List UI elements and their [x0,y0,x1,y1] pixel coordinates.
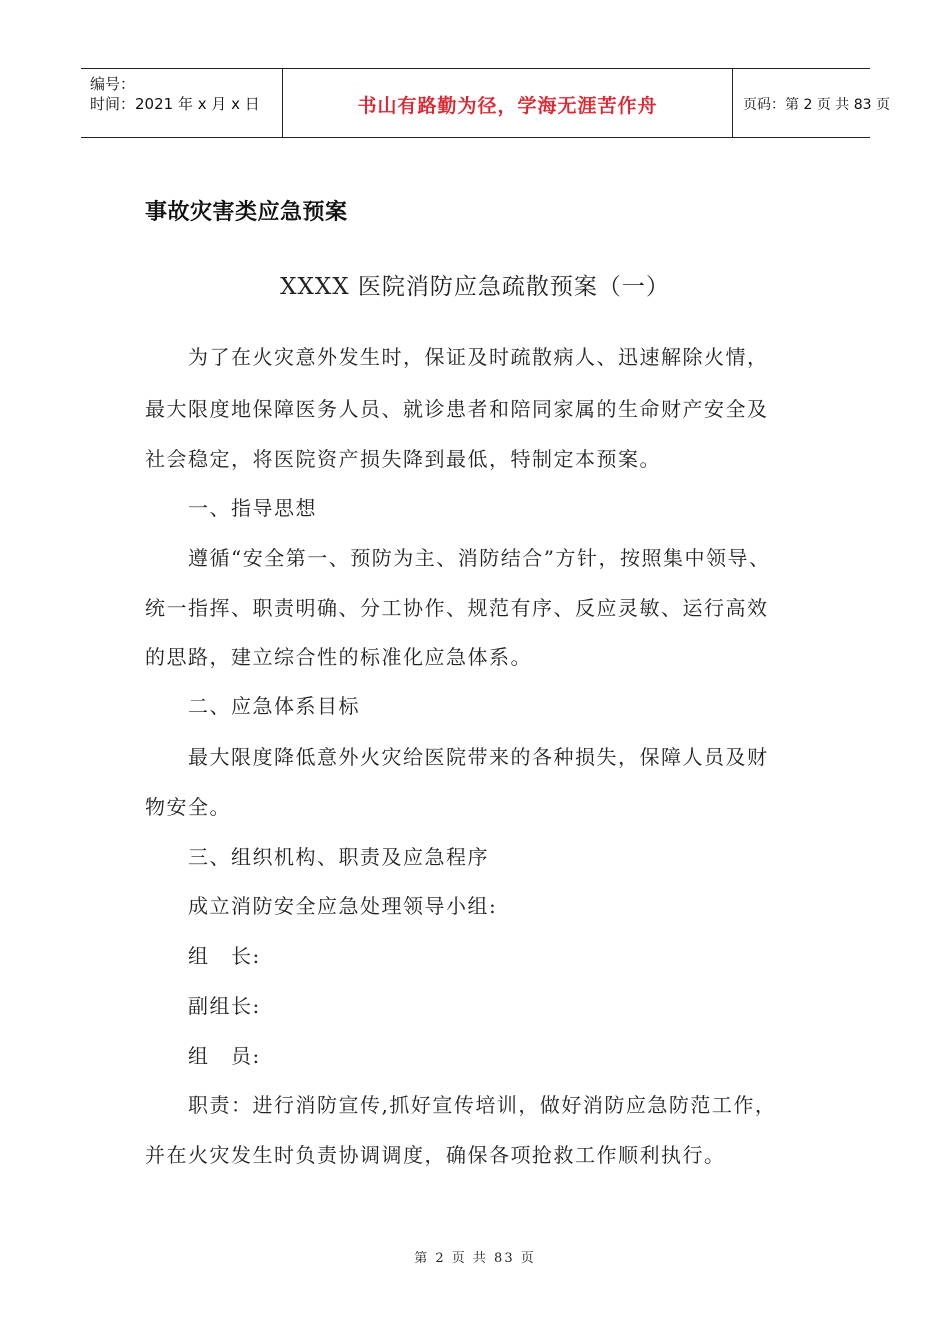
document-number-label: 编号： [90,75,136,93]
body-line: 最大限度降低意外火灾给医院带来的各种损失，保障人员及财 [145,745,769,769]
body-line: 最大限度地保障医务人员、就诊患者和陪同家属的生命财产安全及 [145,397,769,421]
body-line: 职责：进行消防宣传,抓好宣传培训，做好消防应急防范工作， [145,1093,777,1117]
body-line: 的思路，建立综合性的标准化应急体系。 [145,645,532,669]
document-header [81,68,890,138]
header-page-cell [733,69,890,137]
body-line: 遵循“安全第一、预防为主、消防结合”方针，按照集中领导、 [145,546,771,570]
section-heading: 二、应急体系目标 [145,694,360,718]
category-heading: 事故灾害类应急预案 [145,200,348,225]
section-heading: 一、指导思想 [145,496,317,520]
header-motto-cell [283,69,733,137]
section-heading: 三、组织机构、职责及应急程序 [145,845,489,869]
body-line: 统一指挥、职责明确、分工协作、规范有序、反应灵敏、运行高效 [145,596,769,620]
body-line: 物安全。 [145,795,231,819]
body-line: 成立消防安全应急处理领导小组: [145,894,498,918]
document-title: XXXX 医院消防应急疏散预案（一） [280,274,670,300]
body-line: 为了在火灾意外发生时，保证及时疏散病人、迅速解除火情， [145,345,769,369]
body-line: 并在火灾发生时负责协调调度，确保各项抢救工作顺利执行。 [145,1143,726,1167]
role-deputy-line: 副组长: [145,994,261,1018]
document-date-label: 时间：2021 年 x 月 x 日 [90,95,260,113]
header-meta-cell [81,69,283,137]
header-page-info: 页码：第 2 页 共 83 页 [743,97,890,113]
body-line: 社会稳定，将医院资产损失降到最低，特制定本预案。 [145,447,661,471]
role-member-line: 组 员: [145,1044,261,1068]
role-leader-line: 组 长: [145,944,261,968]
page-footer: 第 2 页 共 83 页 [414,1251,536,1266]
header-motto: 书山有路勤为径，学海无涯苦作舟 [357,95,658,117]
